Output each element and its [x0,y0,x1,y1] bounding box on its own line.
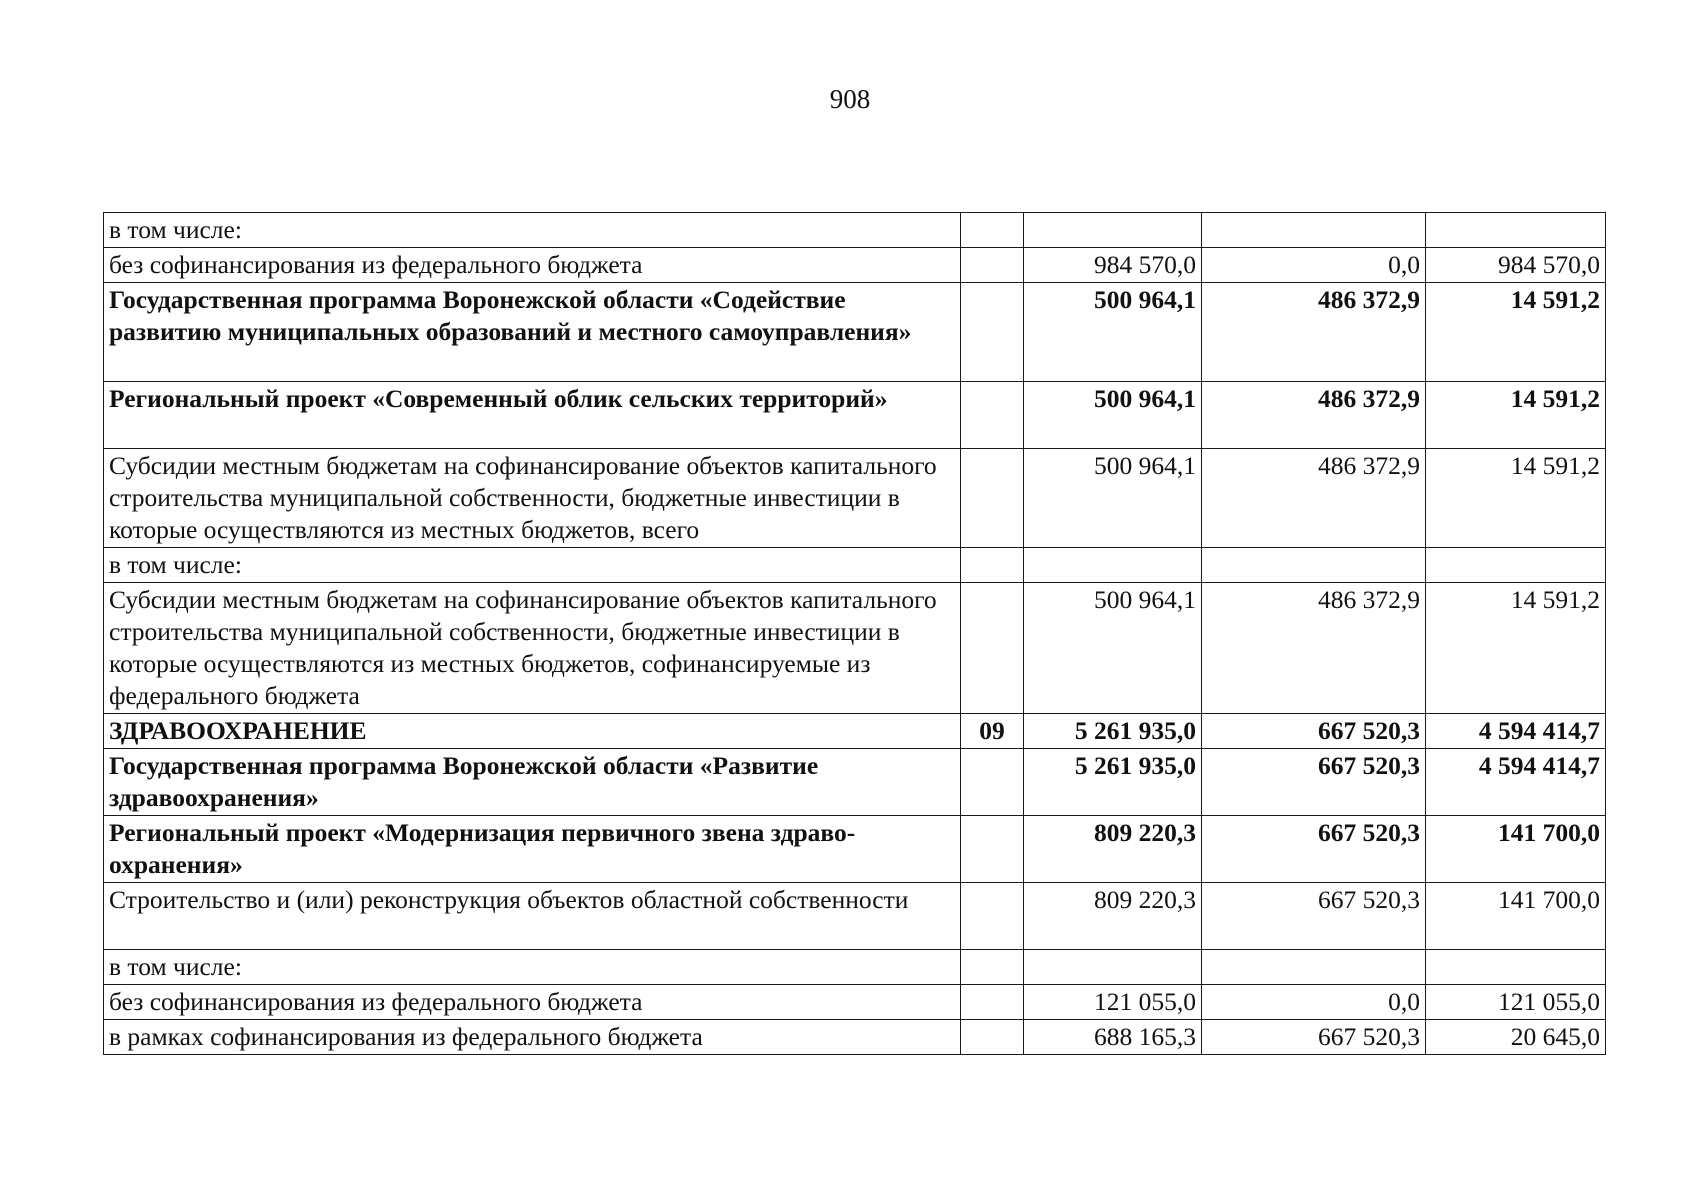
table-row [104,449,1606,548]
row-total-cell: 809 220,3 [1024,816,1202,883]
table-row [104,1020,1606,1055]
row-total-cell: 688 165,3 [1024,1020,1202,1055]
row-code-cell [961,950,1024,985]
row-federal-cell [1202,213,1426,248]
row-regional-cell: 14 591,2 [1426,283,1606,382]
table-row [104,382,1606,449]
row-federal-cell: 0,0 [1202,985,1426,1020]
row-regional-cell: 984 570,0 [1426,248,1606,283]
row-total-cell [1024,213,1202,248]
row-regional-cell: 121 055,0 [1426,985,1606,1020]
row-regional-cell: 141 700,0 [1426,883,1606,950]
row-name-cell: без софинансирования из федерального бюджета [104,248,961,283]
row-total-cell: 809 220,3 [1024,883,1202,950]
row-code-cell [961,382,1024,449]
table-row [104,883,1606,950]
row-federal-cell: 667 520,3 [1202,883,1426,950]
row-regional-cell: 4 594 414,7 [1426,749,1606,816]
row-regional-cell [1426,548,1606,583]
table-row [104,583,1606,714]
table-row [104,248,1606,283]
row-total-cell: 984 570,0 [1024,248,1202,283]
row-total-cell: 500 964,1 [1024,283,1202,382]
table-row [104,749,1606,816]
row-name-cell: Субсидии местным бюджетам на софинансирование объектов капитального строительства муниципальной собственности, бюджетные инвестиции в которые осуществляются из местных бюджетов, всего [104,449,961,548]
table-row [104,816,1606,883]
row-federal-cell: 0,0 [1202,248,1426,283]
page-number: 908 [829,84,871,114]
row-total-cell: 5 261 935,0 [1024,714,1202,749]
table-row [104,283,1606,382]
row-code-cell [961,548,1024,583]
row-federal-cell: 486 372,9 [1202,449,1426,548]
row-regional-cell: 14 591,2 [1426,382,1606,449]
row-name-cell: Государственная программа Воронежской области «Содействие развитию муниципальных образований и местного самоуправления» [104,283,961,382]
row-code-cell: 09 [961,714,1024,749]
row-code-cell [961,248,1024,283]
row-code-cell [961,283,1024,382]
row-name-cell: Региональный проект «Современный облик сельских территорий» [104,382,961,449]
row-code-cell [961,1020,1024,1055]
table-row [104,985,1606,1020]
row-name-cell: в рамках софинансирования из федерального бюджета [104,1020,961,1055]
table-row [104,213,1606,248]
row-code-cell [961,883,1024,950]
row-total-cell: 121 055,0 [1024,985,1202,1020]
row-federal-cell [1202,548,1426,583]
row-federal-cell: 667 520,3 [1202,1020,1426,1055]
row-name-cell: в том числе: [104,548,961,583]
row-code-cell [961,213,1024,248]
row-regional-cell: 14 591,2 [1426,583,1606,714]
row-name-cell: Региональный проект «Модернизация первичного звена здравоохранения» [104,816,961,883]
row-federal-cell: 486 372,9 [1202,283,1426,382]
row-regional-cell [1426,213,1606,248]
row-regional-cell [1426,950,1606,985]
budget-table-body [104,213,1606,1055]
row-name-cell: Строительство и (или) реконструкция объектов областной собственности [104,883,961,950]
row-total-cell: 500 964,1 [1024,449,1202,548]
row-federal-cell: 667 520,3 [1202,816,1426,883]
row-name-cell: Субсидии местным бюджетам на софинансирование объектов капитального строительства муниципальной собственности, бюджетные инвестиции в которые осуществляются из местных бюджетов, софинансируемые из федерального бюджета [104,583,961,714]
budget-table [103,212,1606,1055]
row-federal-cell: 486 372,9 [1202,583,1426,714]
row-name-cell: без софинансирования из федерального бюджета [104,985,961,1020]
row-code-cell [961,583,1024,714]
row-regional-cell: 4 594 414,7 [1426,714,1606,749]
row-name-cell: в том числе: [104,213,961,248]
row-code-cell [961,985,1024,1020]
row-total-cell [1024,950,1202,985]
row-code-cell [961,749,1024,816]
row-regional-cell: 14 591,2 [1426,449,1606,548]
row-federal-cell: 667 520,3 [1202,749,1426,816]
row-total-cell [1024,548,1202,583]
row-regional-cell: 20 645,0 [1426,1020,1606,1055]
row-name-cell: ЗДРАВООХРАНЕНИЕ [104,714,961,749]
table-row [104,714,1606,749]
table-row [104,548,1606,583]
row-name-cell: Государственная программа Воронежской области «Развитие здравоохранения» [104,749,961,816]
row-code-cell [961,816,1024,883]
row-name-cell: в том числе: [104,950,961,985]
row-total-cell: 500 964,1 [1024,583,1202,714]
row-code-cell [961,449,1024,548]
row-regional-cell: 141 700,0 [1426,816,1606,883]
row-federal-cell [1202,950,1426,985]
row-total-cell: 5 261 935,0 [1024,749,1202,816]
row-federal-cell: 667 520,3 [1202,714,1426,749]
row-federal-cell: 486 372,9 [1202,382,1426,449]
row-total-cell: 500 964,1 [1024,382,1202,449]
table-row [104,950,1606,985]
